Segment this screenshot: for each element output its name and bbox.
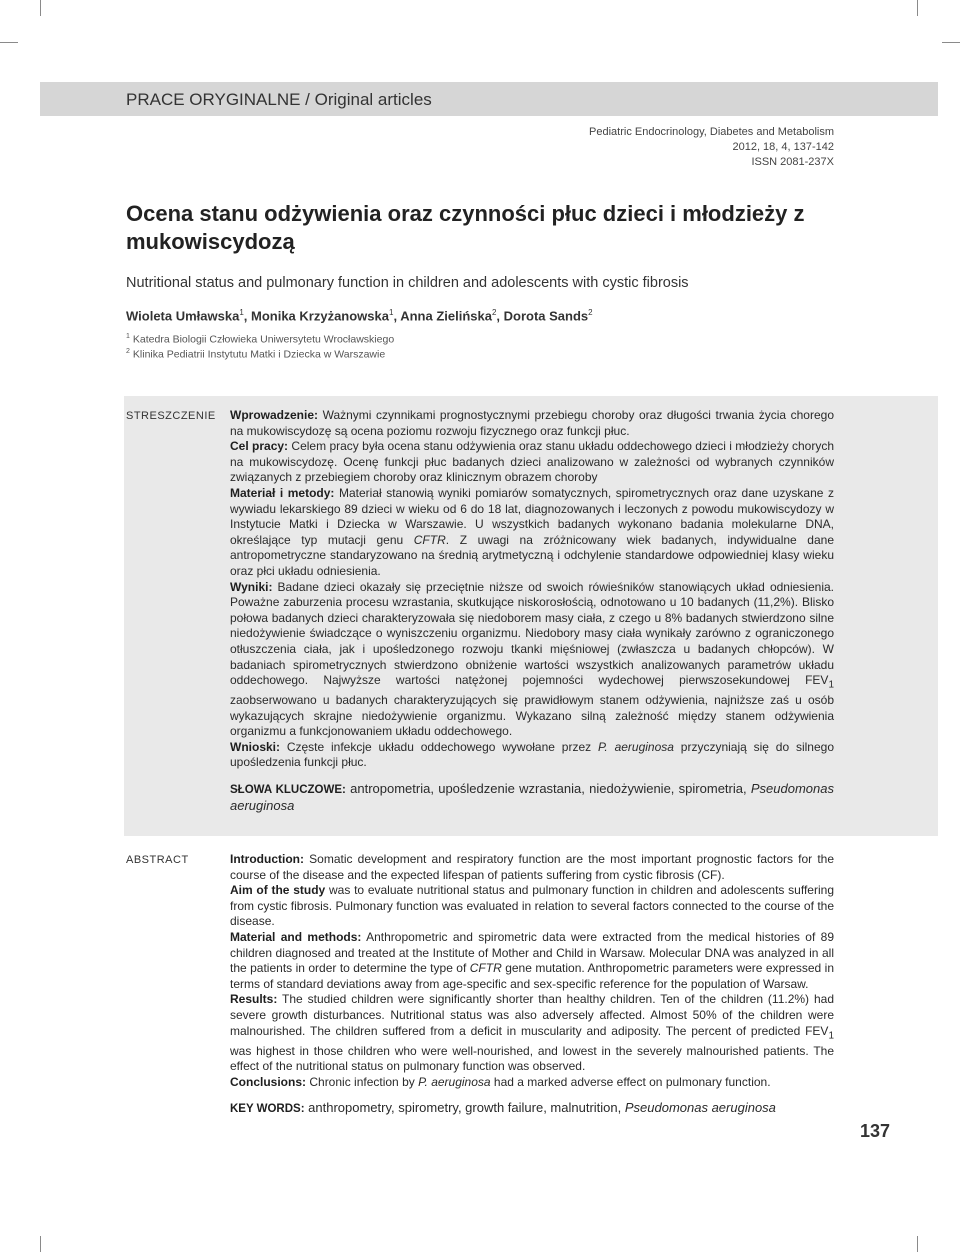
streszczenie-conclusions [230,740,834,771]
methods-heading: Materiał i metody: [230,485,335,500]
author-name[interactable]: Dorota Sands [503,308,589,324]
article-title-en: Nutritional status and pulmonary function in children and adolescents with cystic fibrosis [126,275,689,291]
methods-text: Anthropometric and spirometric data were extracted from the medical histories of 89 children diagnosed and treated at the Institute of Mother and Child in Warsaw. Molecular DNA was analyzed in all the patients in order to determine the type of [230,929,834,976]
abstract-methods [230,930,834,992]
affiliation-number: 2 [126,348,130,355]
journal-name: Pediatric Endocrinology, Diabetes and Metabolism [589,126,834,138]
results-heading: Results: [230,992,278,1007]
abstract-conclusions [230,1075,834,1091]
methods-heading: Material and methods: [230,929,362,944]
species-name: Pseudomonas aeruginosa [230,781,834,814]
abstract-aim [230,883,834,930]
streszczenie-aim [230,439,834,486]
journal-issn: ISSN 2081-237X [751,156,834,168]
journal-info [589,125,834,170]
conclusions-heading: Conclusions: [230,1074,307,1089]
abstract-label: ABSTRACT [126,854,189,866]
aim-text: Celem pracy była ocena stanu odżywienia oraz stanu układu oddechowego dzieci i młodzieży chorych na mukowiscydozę. Ocenę funkcji płuc badanych dzieci analizowano w zależności od wybranych czynników związanych z przebiegiem choroby oraz klinicznym obrazem choroby [230,439,834,485]
affiliation-text: Klinika Pediatrii Instytutu Matki i Dziecka w Warszawie [132,348,386,361]
conclusions-text: Chronic infection by [306,1074,419,1089]
intro-heading: Wprowadzenie: [230,408,319,422]
journal-issue: 2012, 18, 4, 137-142 [732,141,834,153]
subscript: 1 [828,679,834,691]
aim-heading: Aim of the study [230,883,326,898]
gene-name: CFTR [469,961,502,976]
methods-text: gene mutation. Anthropometric parameters were expressed in terms of standard deviations away from age-specific and sex-specific reference for the population of Warsaw. [230,961,835,991]
affiliation-text: Katedra Biologii Człowieka Uniwersytetu Wrocławskiego [132,333,395,346]
author-affiliation-number: 2 [491,308,497,317]
intro-text: Somatic development and respiratory function are the most important prognostic factors for the course of the disease and the expected lifespan of patients suffering from cystic fibrosis (CF). [230,852,834,882]
affiliation [126,348,385,361]
species-name: P. aeruginosa [597,739,674,754]
streszczenie-keywords [230,781,834,814]
author-separator: , [243,308,251,324]
methods-text: . Z uwagi na zróżnicowany wiek badanych, indywidualne dane antropometryczne standaryzowano na średnią arytmetyczną i odchylenie standardowe odpowiedniej klasy wieku oraz płci układu odniesienia. [230,532,834,578]
crop-mark [942,42,960,43]
affiliation [126,333,394,346]
author-list [126,308,593,323]
abstract-intro [230,852,834,883]
crop-mark [917,1236,918,1252]
author-name[interactable]: Monika Krzyżanowska [251,308,389,324]
conclusions-text: had a marked adverse effect on pulmonary function. [490,1074,771,1089]
aim-heading: Cel pracy: [230,439,289,454]
intro-text: Ważnymi czynnikami prognostycznymi przebiegu choroby oraz długości trwania życia chorego na mukowiscydozę są ocena poziomu rozwoju fizycznego oraz funkcji płuc. [230,408,834,438]
results-text: Badane dzieci okazały się przeciętnie niższe od swoich rówieśników stanowiących układ odniesienia. Poważne zaburzenia procesu wzrastania, skutkujące niskorosłością, odnotowano u 10 badanych (11,2%). Blisko połowa badanych dzieci charakteryzowała się niedoborem masy ciała, z czego u 8% badanych stwierdzono silne niedożywienie świadczące o wyniszczeniu organizmu. Niedobory masy ciała wynikały zarówno z ograniczonego otłuszczenia ciała, jak i upośledzonego rozwoju tkanki mięśniowej (zwłaszcza u badanych chłopców). W badaniach spirometrycznych stwierdzono obniżenie wartości wszystkich analizowanych parametrów układu oddechowego. Najwyższe wartości natężonej pojemności wydechowej pierwszosekundowej FEV [230,579,834,688]
keywords-text: anthropometry, spirometry, growth failure, malnutrition, [304,1100,625,1116]
crop-mark [917,0,918,16]
section-label: PRACE ORYGINALNE / Original articles [126,90,432,109]
aim-text: was to evaluate nutritional status and pulmonary function in children and adolescents suffering from cystic fibrosis. Pulmonary function was evaluated in relation to several factors connected to the course of the disease. [230,883,834,929]
keywords-heading: SŁOWA KLUCZOWE: [230,784,346,797]
article-title-pl: Ocena stanu odżywienia oraz czynności płuc dzieci i młodzieży z mukowiscydozą [126,201,805,254]
keywords-heading: KEY WORDS: [230,1103,305,1116]
author-separator: , [393,308,401,324]
conclusions-text: Częste infekcje układu oddechowego wywołane przez [280,739,598,754]
streszczenie-text [230,408,834,814]
conclusions-text: przyczyniają się do silnego upośledzenia funkcji płuc. [230,739,834,770]
author-affiliation-number: 1 [389,308,394,317]
abstract-keywords [230,1100,834,1117]
author-separator: , [496,308,504,324]
streszczenie-intro [230,408,834,439]
species-name: P. aeruginosa [418,1074,491,1089]
conclusions-heading: Wnioski: [230,739,280,754]
intro-heading: Introduction: [230,852,304,866]
methods-text: Materiał stanowią wyniki pomiarów somatycznych, spirometrycznych oraz dane uzyskane z wywiadu lekarskiego 89 dzieci w wieku od 6 do 18 lat, diagnozowanych i leczonych z powodu mukowiscydozy w Instytucie Matki i Dziecka w Warszawie. U wszystkich badanych wykonano badania molekularne DNA, określające typ mutacji genu [230,485,834,547]
page-number: 137 [860,1121,891,1141]
affiliation-number: 1 [126,333,130,340]
subscript: 1 [828,1029,834,1041]
results-heading: Wyniki: [230,579,273,594]
streszczenie-methods [230,486,834,580]
crop-mark [0,42,18,43]
crop-mark [40,1236,41,1252]
species-name: Pseudomonas aeruginosa [624,1100,776,1116]
crop-mark [40,0,41,16]
author-name[interactable]: Anna Zielińska [400,308,492,324]
results-text: was highest in those children who were well-nourished, and lowest in the severely malnourished patients. The effect of the nutritional status on pulmonary function was observed. [230,1043,834,1074]
streszczenie-results [230,580,834,740]
author-affiliation-number: 2 [588,308,593,317]
keywords-text: antropometria, upośledzenie wzrastania, niedożywienie, spirometria, [345,781,751,797]
author-name[interactable]: Wioleta Umławska [126,308,240,324]
abstract-results [230,992,834,1074]
gene-name: CFTR [413,532,446,547]
results-text: zaobserwowano u badanych charakteryzujących się prawidłowym stanem odżywienia, najniższe zaś u osób wykazujących skrajne niedożywienie organizmu. Wykazano silną zależność między stanem odżywienia organizmu a funkcjonowaniem układu oddechowego. [230,693,834,739]
streszczenie-label: STRESZCZENIE [126,410,216,422]
results-text: The studied children were significantly shorter than healthy children. Ten of the children (11.2%) had severe growth disturbances. Nutritional status was also adversely affected. Almost 50% of the children were malnourished. The children suffered from a deficit in muscularity and adiposity. The percent of predicted FEV [230,992,834,1038]
abstract-text [230,852,834,1117]
author-affiliation-number: 1 [239,308,244,317]
